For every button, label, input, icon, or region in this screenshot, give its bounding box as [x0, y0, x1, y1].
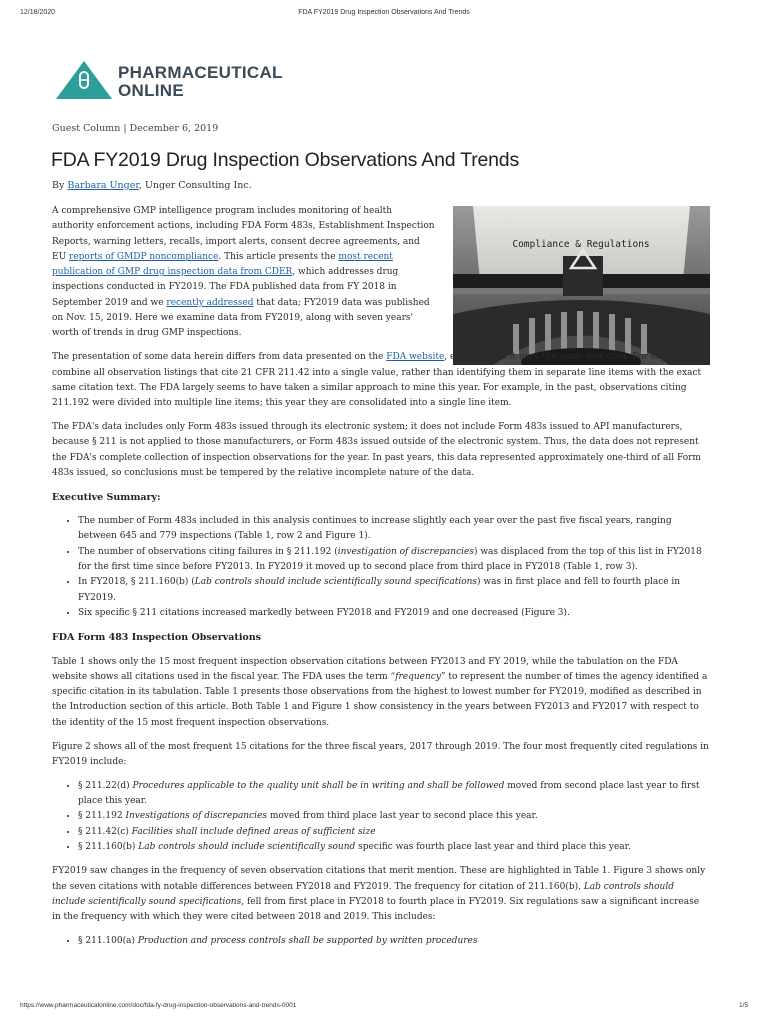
list-item [78, 809, 710, 824]
byline-affiliation: , Unger Consulting Inc. [138, 180, 252, 191]
list-item [78, 779, 710, 810]
logo-mark-icon [54, 59, 114, 101]
p6-em: Lab controls should include scientifically sound specifications [52, 881, 674, 907]
p6-text-a: FY2019 saw changes in the frequency of seven observation citations that merit mention. These are highlighted in Table 1. Figure 3 shows only the seven citations with notable differences between FY2018 and FY2019. The frequency for citation of 211.160(b), [52, 866, 706, 892]
gmdp-noncompliance-link[interactable]: reports of GMDP noncompliance [69, 251, 219, 262]
p6-text-b: , fell from first place in FY2018 to fourth place in FY2019. Six regulations saw a significant increase in the frequency with which they were cited between 2018 and 2019. This includes: [52, 896, 700, 923]
reg-b4-text: specific was fourth place last year and third place this year. [355, 841, 631, 852]
list-item [78, 825, 710, 840]
page-title: FDA FY2019 Drug Inspection Observations And Trends [51, 149, 520, 171]
executive-summary-list [78, 514, 710, 621]
print-date: 12/18/2020 [20, 9, 56, 16]
article-category[interactable]: Guest Column [52, 123, 121, 134]
intro-text-a: A comprehensive GMP intelligence program includes monitoring of health authority enforcement actions, including FDA Form 483s, Establishment Inspection Reports, warning letters, recalls, import alerts, consent decree agreements, and EU [52, 206, 435, 262]
form-483-heading: FDA Form 483 Inspection Observations [52, 632, 262, 644]
print-footer [20, 1002, 748, 1012]
exec-b3-text-b: ) was in first place and fell to fourth place in FY2019. [78, 577, 681, 603]
exec-b2-em: investigation of discrepancies [337, 546, 474, 557]
paragraph-fda-data: The FDA's data includes only Form 483s issued through its electronic system; it does not include Form 483s issued to API manufacturers, because § 211 is not applied to those manufacturers, or Form 483s issued outside of the electronic system. Thus, the data does not represent the FDA's complete collection of inspection observations for the year. In past years, this data represented approximately one-third of all Form 483s issued, so conclusions must be tempered by the relative incomplete nature of the data. [52, 422, 701, 478]
exec-b2-text-a: The number of observations citing failures in § 211.192 ( [78, 546, 338, 557]
meta-separator: | [123, 123, 127, 134]
byline [52, 180, 252, 191]
p2-text-b: , even though it uses the same raw data. For example, I combine all observation listings that cite 21 CFR 211.42 into a single value, rather than identifying them in separate line items with the exact same citation text. The FDA largely seems to have taken a similar approach to mine this year. For example, in the past, observations citing 211.192 were divided into multiple line items; this year they are consolidated into a single line item. [52, 352, 702, 409]
list-item [78, 575, 710, 606]
intro-paragraph [52, 204, 436, 342]
reg-b2-text: moved from third place last year to second place this year. [266, 811, 538, 822]
logo-text-line1: PHARMACEUTICAL [118, 63, 283, 82]
intro-text-d: that data; FY2019 data was published on Nov. 15, 2019. Here we examine data from FY2019, along with seven years' worth of trends in drug GMP inspections. [52, 297, 430, 339]
paragraph-figure2: Figure 2 shows all of the most frequent 15 citations for the three fiscal years, 2017 through 2019. The four most frequently cited regulations in FY2019 include: [52, 741, 709, 767]
paragraph-fy2019-changes [52, 864, 710, 925]
intro-text-b: . This article presents the [218, 251, 339, 262]
inc-b1-code: § 211.100(a) [78, 936, 138, 947]
executive-summary-heading: Executive Summary: [52, 491, 161, 503]
list-item [78, 934, 710, 949]
reg-b2-code: § 211.192 [78, 811, 126, 822]
print-title: FDA FY2019 Drug Inspection Observations And Trends [298, 9, 470, 16]
article-date: December 6, 2019 [129, 123, 219, 134]
reg-b4-em: Lab controls should include scientifically sound [138, 841, 356, 852]
reg-b1-text: moved from second place last year to first place this year. [78, 780, 700, 807]
byline-prefix: By [52, 180, 65, 191]
article-body [52, 204, 710, 958]
list-item: • The number of Form 483s included in this analysis continues to increase slightly each year over the past five fiscal years, ranging between 645 and 779 inspections (Table 1, row 2 and Figure 1). [78, 514, 710, 545]
p4-text-a: Table 1 shows only the 15 most frequent inspection observation citations between FY2013 and FY 2019, while the tabulation on the FDA website shows all citations used in the fiscal year. The FDA uses the term “ [52, 656, 678, 682]
paragraph-data-presentation [52, 350, 710, 411]
p4-text-b: ” to represent the number of times the agency identified a specific citation in its tabulation. Table 1 presents those observations from the highest to lowest number for FY2019, modified as described in the Introduction section of this article. Both Table 1 and Figure 1 show consistency in the years between FY2013 and FY2017 with respect to the identity of the 15 most frequent inspection observations. [52, 671, 708, 728]
regulations-list [78, 779, 710, 855]
reg-b1-code: § 211.22(d) [78, 780, 133, 791]
logo-text-line2: ONLINE [118, 81, 185, 100]
reg-b1-em: Procedures applicable to the quality unit shall be in writing and shall be followed [132, 780, 505, 791]
exec-b3-text-a: In FY2018, § 211.160(b) ( [78, 577, 195, 588]
site-logo[interactable] [54, 59, 294, 101]
reg-b2-em: Investigations of discrepancies [125, 811, 267, 822]
article-meta [52, 123, 218, 134]
hero-image-caption: Compliance & Regulations [512, 239, 650, 250]
exec-b2-text-b: ) was displaced from the top of this list in FY2018 for the first time since before FY2013. In FY2019 it moved up to second place from third place in FY2018 (Table 1, row 3). [78, 546, 702, 573]
reg-b3-em: Facilities shall include defined areas of sufficient size [131, 826, 376, 837]
cder-data-link[interactable]: most recent publication of GMP drug inspection data from CDER [52, 251, 393, 278]
inc-b1-em: Production and process controls shall be supported by written procedures [137, 936, 478, 947]
reg-b3-code: § 211.42(c) [78, 826, 132, 837]
author-link[interactable]: Barbara Unger [67, 180, 139, 191]
intro-text-c: , which addresses drug inspections conducted in FY2019. The FDA published data from FY 2018 in September 2019 and we [52, 267, 399, 308]
increase-list [78, 934, 710, 949]
list-item [78, 840, 710, 855]
p2-text-a: The presentation of some data herein differs from data presented on the [52, 352, 387, 363]
list-item: • Six specific § 211 citations increased markedly between FY2018 and FY2019 and one decreased (Figure 3). [78, 606, 710, 621]
print-url: https://www.pharmaceuticalonline.com/doc/fda-fy-drug-inspection-observations-and-trends-0001 [20, 1002, 297, 1009]
fda-website-link[interactable]: FDA website [386, 352, 445, 363]
recently-addressed-link[interactable]: recently addressed [166, 297, 254, 308]
print-header [20, 9, 748, 21]
p4-em: frequency [395, 671, 441, 682]
exec-b3-em: Lab controls should include scientifically sound specifications [194, 577, 478, 588]
reg-b4-code: § 211.160(b) [78, 841, 139, 852]
page-number: 1/5 [738, 1002, 748, 1009]
list-item [78, 545, 710, 576]
paragraph-table1 [52, 655, 710, 731]
